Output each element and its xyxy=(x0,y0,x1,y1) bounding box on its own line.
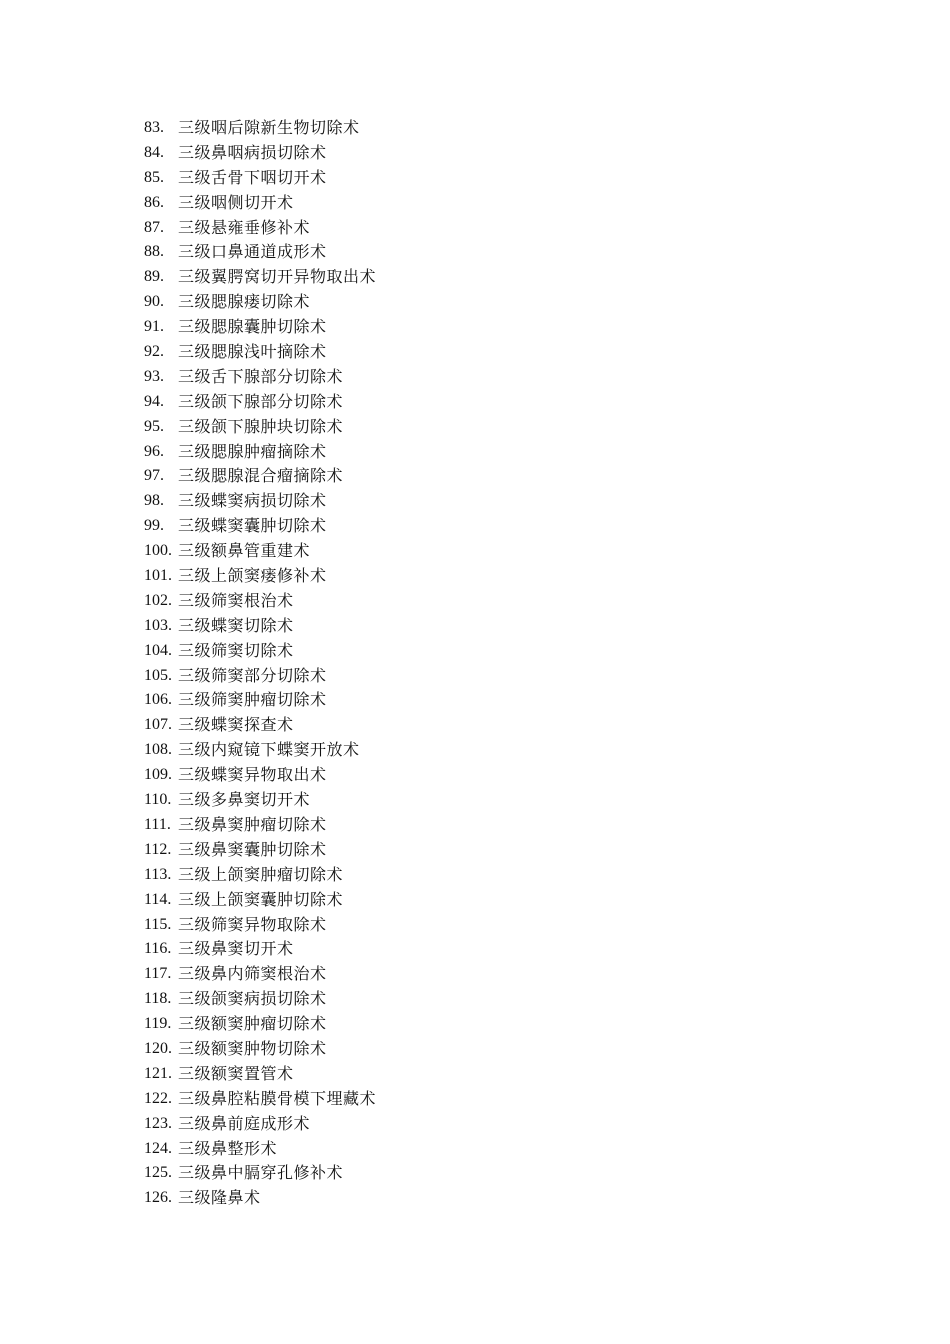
list-item xyxy=(144,290,376,315)
item-text: 三级腮腺肿瘤摘除术 xyxy=(178,441,327,461)
item-number: 121. xyxy=(144,1064,172,1082)
item-number: 119. xyxy=(144,1015,172,1033)
item-text: 三级鼻中膈穿孔修补术 xyxy=(178,1163,344,1183)
item-number: 93. xyxy=(144,367,164,385)
item-number: 105. xyxy=(144,666,172,684)
item-text: 三级舌骨下咽切开术 xyxy=(178,167,327,187)
list-item xyxy=(144,688,376,713)
list-item xyxy=(144,390,376,415)
list-item xyxy=(144,1137,376,1162)
item-text: 三级鼻前庭成形术 xyxy=(178,1113,311,1133)
item-text: 三级腮腺浅叶摘除术 xyxy=(178,342,327,362)
list-item xyxy=(144,365,376,390)
item-text: 三级颌窦病损切除术 xyxy=(178,989,327,1009)
item-text: 三级咽侧切开术 xyxy=(178,192,294,212)
list-item xyxy=(144,813,376,838)
item-number: 87. xyxy=(144,218,164,236)
item-number: 98. xyxy=(144,492,164,510)
item-number: 96. xyxy=(144,442,164,460)
list-item xyxy=(144,937,376,962)
item-number: 103. xyxy=(144,616,172,634)
item-text: 三级额窦肿物切除术 xyxy=(178,1038,327,1058)
list-item xyxy=(144,489,376,514)
item-text: 三级筛窦根治术 xyxy=(178,590,294,610)
item-number: 109. xyxy=(144,766,172,784)
list-item xyxy=(144,614,376,639)
item-number: 84. xyxy=(144,143,164,161)
item-text: 三级上颌窦瘘修补术 xyxy=(178,566,327,586)
list-item xyxy=(144,838,376,863)
item-text: 三级颌下腺肿块切除术 xyxy=(178,416,344,436)
item-number: 124. xyxy=(144,1139,172,1157)
item-number: 101. xyxy=(144,567,172,585)
item-number: 108. xyxy=(144,741,172,759)
item-text: 三级鼻窦囊肿切除术 xyxy=(178,839,327,859)
item-text: 三级多鼻窦切开术 xyxy=(178,790,311,810)
item-text: 三级腮腺瘘切除术 xyxy=(178,292,311,312)
item-text: 三级上颌窦肿瘤切除术 xyxy=(178,864,344,884)
list-item xyxy=(144,564,376,589)
list-item xyxy=(144,639,376,664)
item-text: 三级鼻内筛窦根治术 xyxy=(178,964,327,984)
item-number: 111. xyxy=(144,815,171,833)
item-number: 114. xyxy=(144,890,172,908)
item-text: 三级蝶窦异物取出术 xyxy=(178,765,327,785)
item-number: 107. xyxy=(144,716,172,734)
list-item xyxy=(144,340,376,365)
list-item xyxy=(144,788,376,813)
list-item xyxy=(144,440,376,465)
list-item xyxy=(144,863,376,888)
item-text: 三级舌下腺部分切除术 xyxy=(178,366,344,386)
list-item xyxy=(144,141,376,166)
item-number: 125. xyxy=(144,1164,172,1182)
item-number: 116. xyxy=(144,940,172,958)
list-item xyxy=(144,962,376,987)
item-text: 三级筛窦肿瘤切除术 xyxy=(178,690,327,710)
item-text: 三级上颌窦囊肿切除术 xyxy=(178,889,344,909)
item-text: 三级鼻窦切开术 xyxy=(178,939,294,959)
list-item xyxy=(144,216,376,241)
item-number: 88. xyxy=(144,243,164,261)
list-item xyxy=(144,1161,376,1186)
item-number: 113. xyxy=(144,865,172,883)
item-text: 三级腮腺囊肿切除术 xyxy=(178,317,327,337)
list-item xyxy=(144,738,376,763)
list-item xyxy=(144,464,376,489)
item-text: 三级鼻整形术 xyxy=(178,1138,278,1158)
list-item xyxy=(144,913,376,938)
item-number: 120. xyxy=(144,1039,172,1057)
item-text: 三级筛窦切除术 xyxy=(178,640,294,660)
list-item xyxy=(144,888,376,913)
list-item xyxy=(144,763,376,788)
item-number: 106. xyxy=(144,691,172,709)
list-item xyxy=(144,589,376,614)
item-number: 115. xyxy=(144,915,172,933)
item-text: 三级鼻腔粘膜骨模下埋藏术 xyxy=(178,1088,377,1108)
list-item xyxy=(144,315,376,340)
list-item xyxy=(144,1012,376,1037)
item-number: 126. xyxy=(144,1189,172,1207)
item-text: 三级筛窦部分切除术 xyxy=(178,665,327,685)
item-number: 83. xyxy=(144,119,164,136)
list-item xyxy=(144,1087,376,1112)
item-number: 92. xyxy=(144,343,164,361)
list-item xyxy=(144,539,376,564)
item-text: 三级口鼻通道成形术 xyxy=(178,242,327,262)
item-text: 三级咽后隙新生物切除术 xyxy=(178,118,360,137)
item-text: 三级蝶窦切除术 xyxy=(178,615,294,635)
list-item xyxy=(144,1037,376,1062)
item-text: 三级翼腭窝切开异物取出术 xyxy=(178,267,377,287)
item-text: 三级鼻窦肿瘤切除术 xyxy=(178,814,327,834)
list-item xyxy=(144,1112,376,1137)
item-text: 三级蝶窦探查术 xyxy=(178,715,294,735)
item-number: 89. xyxy=(144,268,164,286)
item-number: 100. xyxy=(144,542,172,560)
list-item xyxy=(144,265,376,290)
list-item xyxy=(144,191,376,216)
item-number: 110. xyxy=(144,791,172,809)
item-number: 99. xyxy=(144,517,164,535)
item-text: 三级悬雍垂修补术 xyxy=(178,217,311,237)
list-item xyxy=(144,415,376,440)
list-item xyxy=(144,116,376,141)
list-item xyxy=(144,1186,376,1211)
item-text: 三级腮腺混合瘤摘除术 xyxy=(178,466,344,486)
list-item xyxy=(144,664,376,689)
item-number: 104. xyxy=(144,641,172,659)
list-item xyxy=(144,514,376,539)
list-item xyxy=(144,987,376,1012)
item-number: 122. xyxy=(144,1089,172,1107)
item-text: 三级内窥镜下蝶窦开放术 xyxy=(178,740,360,760)
item-number: 97. xyxy=(144,467,164,485)
item-number: 123. xyxy=(144,1114,172,1132)
item-text: 三级筛窦异物取除术 xyxy=(178,914,327,934)
item-number: 112. xyxy=(144,840,172,858)
item-number: 86. xyxy=(144,193,164,211)
item-text: 三级额鼻管重建术 xyxy=(178,541,311,561)
list-item xyxy=(144,240,376,265)
item-number: 95. xyxy=(144,417,164,435)
item-text: 三级额窦置管术 xyxy=(178,1063,294,1083)
item-text: 三级鼻咽病损切除术 xyxy=(178,142,327,162)
item-number: 91. xyxy=(144,318,164,336)
item-number: 117. xyxy=(144,965,172,983)
item-number: 90. xyxy=(144,293,164,311)
item-number: 118. xyxy=(144,990,172,1008)
item-text: 三级蝶窦囊肿切除术 xyxy=(178,516,327,536)
procedure-list xyxy=(144,116,376,1211)
item-text: 三级额窦肿瘤切除术 xyxy=(178,1014,327,1034)
list-item xyxy=(144,1062,376,1087)
item-number: 85. xyxy=(144,168,164,186)
item-text: 三级颌下腺部分切除术 xyxy=(178,391,344,411)
item-number: 102. xyxy=(144,591,172,609)
list-item xyxy=(144,713,376,738)
item-number: 94. xyxy=(144,392,164,410)
list-item xyxy=(144,166,376,191)
item-text: 三级蝶窦病损切除术 xyxy=(178,491,327,511)
item-text: 三级隆鼻术 xyxy=(178,1188,261,1208)
